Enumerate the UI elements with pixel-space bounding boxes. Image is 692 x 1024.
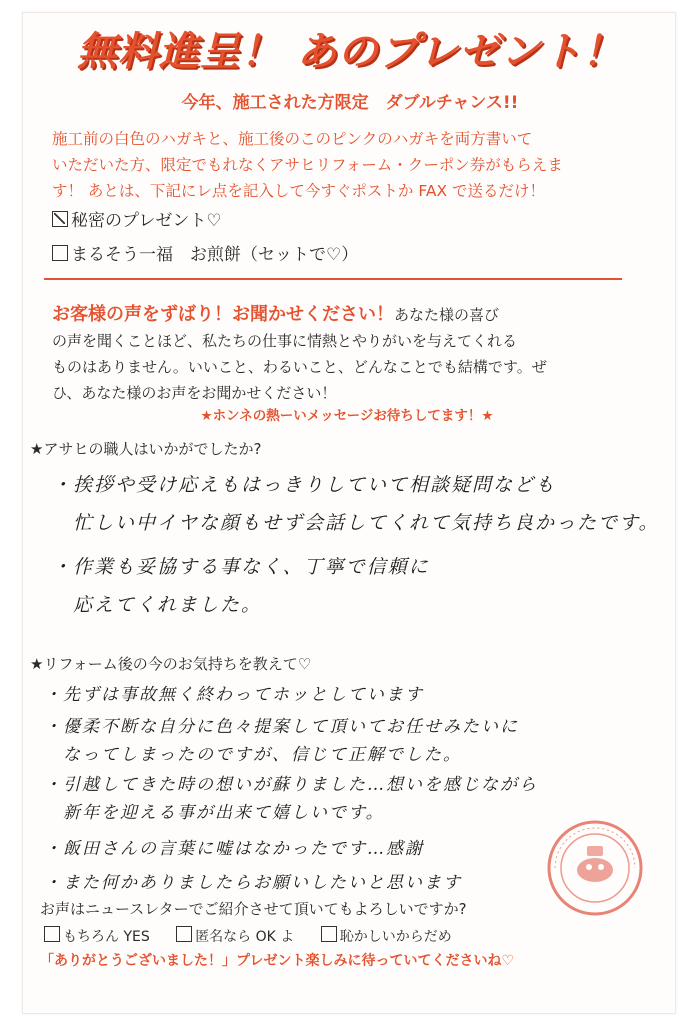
subheadline: 今年、施工された方限定 ダブルチャンス!!	[181, 93, 519, 113]
intro-line: 施工前の白色のハガキと、施工後のこのピンクのハガキを両方書いて	[52, 130, 533, 148]
handwritten-answer-line: ・飯田さんの言葉に嘘はなかったです…感謝	[44, 839, 424, 859]
intro-line: す！ あとは、下記にレ点を記入して今すぐポストか FAX で送るだけ！	[52, 182, 545, 200]
gift-option-label: まるそう一福 お煎餅（セットで♡）	[71, 245, 359, 265]
voice-lead-rest: あなた様の喜び	[394, 306, 500, 324]
voice-line: ひ、あなた様のお声をお聞かせください！	[52, 384, 337, 402]
option-label: 匿名なら OK よ	[195, 929, 295, 945]
handwritten-answer-line: ・優柔不断な自分に色々提案して頂いてお任せみたいに	[44, 717, 519, 737]
handwritten-answer-line: ・引越してきた時の想いが蘇りました…想いを感じながら	[44, 775, 538, 795]
voice-request	[52, 302, 642, 406]
newsletter-option-yes[interactable]	[44, 929, 150, 945]
intro-line: いただいた方、限定でもれなくアサヒリフォーム・クーポン券がもらえま	[52, 156, 563, 174]
newsletter-question: お声はニュースレターでご紹介させて頂いてもよろしいですか?	[40, 900, 467, 918]
checkbox[interactable]	[44, 926, 60, 942]
checkbox-checked[interactable]	[52, 211, 68, 227]
newsletter-option-anonymous[interactable]	[176, 929, 294, 945]
message-banner: ★ホンネの熱ーいメッセージお待ちしてます！★	[200, 408, 494, 424]
gift-option-senbei[interactable]	[52, 240, 358, 265]
headline: 無料進呈！ あのプレゼント！	[76, 29, 624, 75]
newsletter-options	[44, 926, 474, 946]
gift-option-label: 秘密のプレゼント♡	[71, 211, 222, 231]
voice-lead: お客様の声をずばり！お聞かせください！	[52, 304, 394, 325]
checkbox[interactable]	[176, 926, 192, 942]
handwritten-answer-line: なってしまったのですが、信じて正解でした。	[44, 745, 462, 765]
thanks-message: 「ありがとうございました！」プレゼント楽しみに待っていてくださいね♡	[40, 953, 514, 969]
newsletter-option-no[interactable]	[321, 929, 452, 945]
handwritten-answer-line: 忙しい中イヤな顔もせず会話してくれて気持ち良かったです。	[52, 512, 660, 534]
checkbox[interactable]	[321, 926, 337, 942]
gift-option-secret[interactable]	[52, 206, 222, 231]
handwritten-answer-line: ・作業も妥協する事なく、丁寧で信頼に	[52, 556, 430, 578]
question-craftsmen: ★アサヒの職人はいかがでしたか?	[30, 440, 262, 458]
checkbox[interactable]	[52, 245, 68, 261]
question-feelings: ★リフォーム後の今のお気持ちを教えて♡	[30, 655, 312, 673]
voice-line: の声を聞くことほど、私たちの仕事に情熱とやりがいを与えてくれる	[52, 332, 518, 350]
company-seal-stamp	[545, 818, 645, 918]
option-label: もちろん YES	[63, 929, 150, 945]
option-label: 恥かしいからだめ	[339, 929, 452, 945]
intro-text	[52, 126, 642, 204]
handwritten-answer-line: ・また何かありましたらお願いしたいと思います	[44, 873, 462, 893]
handwritten-answer-line: ・先ずは事故無く終わってホッとしています	[44, 685, 424, 705]
handwritten-answer-line: ・挨拶や受け応えもはっきりしていて相談疑問なども	[52, 474, 557, 496]
voice-line: ものはありません。いいこと、わるいこと、どんなことでも結構です。ぜ	[52, 358, 547, 376]
handwritten-answer-line: 応えてくれました。	[52, 594, 263, 616]
handwritten-answer-line: 新年を迎える事が出来て嬉しいです。	[44, 803, 385, 823]
divider	[44, 278, 622, 280]
